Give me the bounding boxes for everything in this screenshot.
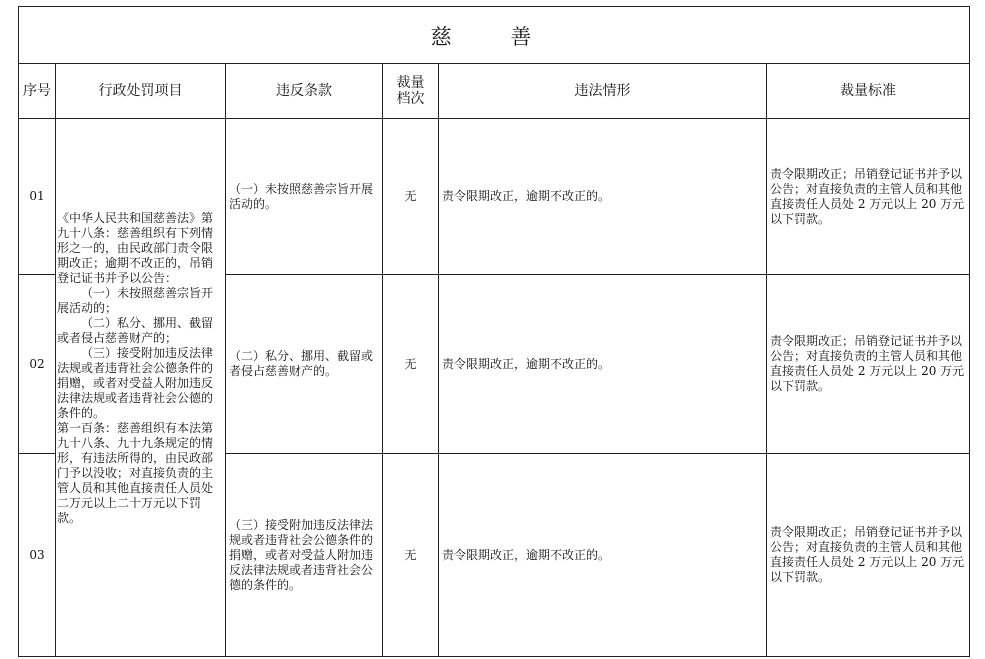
legal-basis-item: （三）接受附加违反法律法规或者违背社会公德条件的捐赠，或者对受益人附加违反法律法规或者违背社会公德的条件的。 xyxy=(57,346,214,420)
row-02-standard: 责令限期改正；吊销登记证书并予以公告；对直接负责的主管人员和其他直接责任人员处 2 万元以上 20 万元以下罚款。 xyxy=(770,334,965,393)
header-item: 行政处罚项目 xyxy=(98,83,183,99)
row-02-circumstance: 责令限期改正，逾期不改正的。 xyxy=(442,356,611,371)
row-03-circumstance: 责令限期改正，逾期不改正的。 xyxy=(442,547,611,562)
legal-basis-article-100: 第一百条：慈善组织有本法第九十八条、九十九条规定的情形，有违法所得的，由民政部门予以没收；对直接负责的主管人员和其他直接责任人员处二万元以上二十万元以下罚款。 xyxy=(57,421,214,525)
row-03-seq: 03 xyxy=(29,547,45,562)
header-clause: 违反条款 xyxy=(276,83,332,99)
row-02-clause: （二）私分、挪用、截留或者侵占慈善财产的。 xyxy=(229,349,374,378)
row-01-level: 无 xyxy=(404,189,417,203)
header-standard: 裁量标准 xyxy=(840,83,896,99)
table-title: 慈 善 xyxy=(430,24,558,49)
header-circumstance: 违法情形 xyxy=(574,83,631,99)
legal-basis-item: （一）未按照慈善宗旨开展活动的； xyxy=(57,286,214,315)
legal-basis-cell xyxy=(57,211,223,526)
row-01-clause: （一）未按照慈善宗旨开展活动的。 xyxy=(229,181,374,211)
legal-basis-item: （二）私分、挪用、截留或者侵占慈善财产的； xyxy=(57,316,214,345)
row-03-standard: 责令限期改正；吊销登记证书并予以公告；对直接负责的主管人员和其他直接责任人员处 2 万元以上 20 万元以下罚款。 xyxy=(770,525,965,584)
row-01-seq: 01 xyxy=(29,189,45,203)
legal-basis-main: 《中华人民共和国慈善法》第九十八条：慈善组织有下列情形之一的，由民政部门责令限期改正；逾期不改正的，吊销登记证书并予以公告： xyxy=(57,211,214,285)
header-level: 裁量 档次 xyxy=(396,75,425,107)
row-02-level: 无 xyxy=(404,356,417,371)
divider xyxy=(55,63,56,656)
row-02-seq: 02 xyxy=(29,356,45,371)
row-01-standard: 责令限期改正；吊销登记证书并予以公告；对直接负责的主管人员和其他直接责任人员处 2 万元以上 20 万元以下罚款。 xyxy=(770,166,965,226)
penalty-table xyxy=(18,6,970,657)
row-01-circumstance: 责令限期改正，逾期不改正的。 xyxy=(442,189,611,203)
row-03-level: 无 xyxy=(404,547,417,562)
header-seq: 序号 xyxy=(23,83,51,99)
row-03-clause: （三）接受附加违反法律法规或者违背社会公德条件的捐赠，或者对受益人附加违反法律法规或者违背社会公德的条件的。 xyxy=(229,517,374,592)
